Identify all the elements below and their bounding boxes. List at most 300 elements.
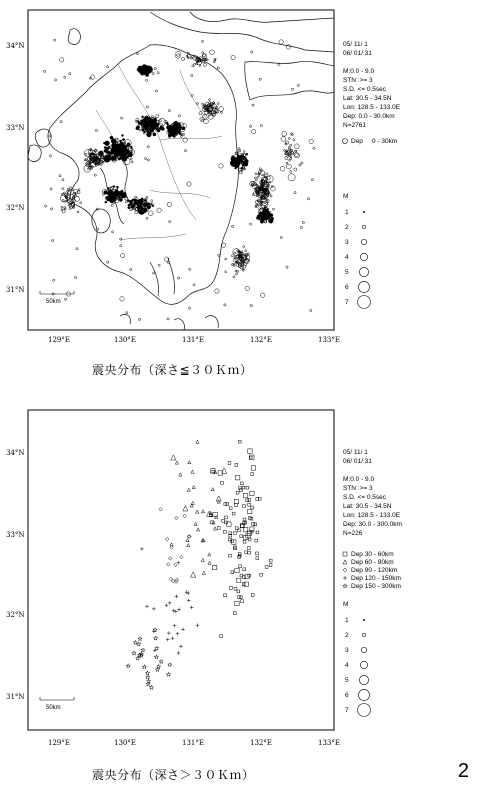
lon-label-131-deep: 131°E: [182, 739, 204, 747]
epicenter-marker: [117, 148, 119, 150]
epicenter-plus-marker: [168, 601, 172, 605]
magnitude-level-circle: [358, 689, 369, 700]
epicenter-plus-marker: [172, 609, 176, 613]
epicenter-marker: [139, 129, 141, 131]
epicenter-marker: [126, 312, 128, 314]
epicenter-marker: [279, 40, 283, 44]
epicenter-square-marker: [241, 600, 244, 603]
epicenter-marker: [130, 146, 132, 148]
epicenter-plus-marker: [140, 547, 144, 551]
epicenter-marker: [299, 164, 301, 166]
magnitude-level-label: 7: [345, 707, 349, 714]
epicenter-marker: [150, 123, 152, 125]
lat-label-31-deep: 31°N: [6, 693, 25, 701]
epicenter-star-marker: [166, 672, 170, 676]
epicenter-star-marker: [136, 656, 140, 660]
epicenter-marker: [45, 205, 47, 207]
epicenter-triangle-marker: [175, 461, 178, 464]
epicenter-square-marker: [228, 462, 231, 465]
epicenter-marker: [313, 147, 315, 149]
epicenter-marker: [234, 252, 236, 254]
epicenter-marker: [53, 279, 55, 281]
epicenter-square-marker: [221, 481, 224, 484]
epicenter-marker: [147, 159, 149, 161]
epicenter-star-marker: [142, 665, 146, 669]
magnitude-legend: [343, 193, 371, 309]
epicenter-marker: [232, 225, 234, 227]
epicenter-marker: [146, 196, 148, 198]
epicenter-marker: [260, 125, 262, 127]
epicenter-marker: [225, 258, 227, 260]
depth-legend-range: 0 - 30km: [372, 138, 398, 145]
epicenter-square-marker: [235, 476, 239, 480]
epicenter-marker: [62, 199, 64, 201]
magnitude-level-circle: [362, 225, 366, 229]
epicenter-square-marker: [248, 551, 251, 554]
epicenter-marker: [177, 129, 179, 131]
epicenter-marker: [146, 217, 148, 219]
lat-label-32-deep: 32°N: [6, 611, 25, 619]
epicenter-marker: [120, 140, 122, 142]
epicenter-marker: [148, 203, 150, 205]
epicenter-marker: [153, 272, 155, 274]
magnitude-level-circle: [360, 253, 367, 260]
epicenter-marker: [285, 157, 288, 160]
epicenter-marker: [157, 208, 161, 212]
epicenter-plus-marker: [196, 623, 200, 627]
epicenter-marker: [107, 261, 109, 263]
epicenter-marker: [219, 164, 223, 168]
epicenter-marker: [54, 39, 56, 41]
epicenter-square-marker: [256, 552, 259, 555]
epicenter-square-marker: [235, 464, 238, 467]
epicenter-triangle-marker: [217, 500, 220, 503]
magnitude-legend-deep: [343, 601, 371, 717]
epicenter-square-marker: [229, 586, 232, 589]
page-number: 2: [457, 760, 469, 782]
lat-label-33: 33°N: [6, 124, 25, 132]
magnitude-level-label: 5: [345, 677, 349, 684]
epicenter-marker: [284, 149, 286, 151]
epicenter-plus-marker: [177, 651, 181, 655]
epicenter-marker: [261, 293, 265, 297]
epicenter-square-marker: [233, 612, 236, 615]
coastline-layer: [28, 12, 334, 330]
epicenter-square-marker: [241, 525, 244, 528]
epicenter-star-marker: [154, 636, 158, 640]
epicenter-marker: [272, 208, 274, 210]
epicenter-marker: [199, 112, 202, 115]
epicenter-square-marker: [251, 473, 254, 476]
epicenter-marker: [62, 210, 65, 213]
epicenter-square-marker: [256, 557, 259, 560]
epicenter-square-marker: [225, 521, 228, 524]
epicenter-marker: [146, 79, 148, 81]
epicenter-marker: [168, 134, 171, 137]
scale-bar: [40, 291, 74, 305]
epicenter-triangle-marker: [208, 561, 211, 564]
epicenter-marker: [67, 189, 69, 191]
epicenter-square-marker: [251, 506, 254, 509]
epicenter-marker: [60, 121, 62, 123]
epicenter-plus-marker: [171, 636, 175, 640]
epicenter-marker: [167, 132, 169, 134]
epicenter-plus-marker: [187, 599, 191, 603]
epicenter-plus-marker: [174, 610, 178, 614]
epicenter-marker: [64, 76, 66, 78]
epicenter-marker: [249, 125, 251, 127]
epicenter-marker: [286, 162, 288, 164]
epicenter-star-marker: [137, 642, 141, 646]
epicenter-square-marker: [243, 518, 246, 521]
epicenter-marker: [132, 199, 134, 201]
epicenter-marker: [77, 211, 79, 213]
lon-label-133: 133°E: [318, 336, 340, 344]
epicenter-marker: [293, 139, 295, 141]
epicenter-triangle-marker: [213, 527, 216, 530]
epicenter-plus-marker: [186, 591, 190, 595]
magnitude-level-label: 6: [345, 284, 349, 291]
magnitude-range-deep: M:0.0 - 9.0: [343, 476, 375, 483]
epicenter-marker: [243, 246, 245, 248]
epicenter-marker: [131, 161, 133, 163]
epicenter-plus-marker: [175, 595, 179, 599]
epicenter-marker: [291, 88, 293, 90]
epicenter-triangle-marker: [208, 553, 211, 556]
epicenter-marker: [246, 153, 248, 155]
legend-diamond-symbol: [343, 568, 347, 572]
epicenter-square-marker: [234, 547, 237, 550]
epicenter-plus-marker: [190, 606, 194, 610]
magnitude-level-label: 2: [345, 224, 349, 231]
epicenter-square-marker: [217, 527, 220, 530]
epicenter-marker: [78, 189, 80, 191]
epicenter-marker: [167, 318, 169, 320]
epicenter-square-marker: [248, 538, 251, 541]
epicenter-marker: [44, 70, 46, 72]
epicenter-marker: [238, 148, 240, 150]
epicenter-marker: [282, 131, 287, 136]
epicenter-star-marker: [146, 682, 150, 686]
epicenter-square-marker: [238, 440, 241, 443]
epicenter-triangle-marker: [191, 572, 196, 577]
epicenter-marker: [157, 72, 159, 74]
depth-range-deep: Dep: 30.0 - 300.0km: [343, 521, 402, 528]
epicenter-diamond-marker: [174, 563, 178, 567]
epicenter-marker: [270, 195, 272, 197]
magnitude-level-label: 2: [345, 632, 349, 639]
epicenter-marker: [157, 129, 160, 132]
epicenter-plus-marker: [177, 608, 181, 612]
lon-range: Lon: 128.5 - 133.0E: [343, 104, 401, 111]
epicenter-triangle-marker: [202, 571, 205, 574]
epicenter-marker: [119, 150, 122, 153]
epicenter-plus-marker: [177, 561, 181, 565]
epicenter-marker: [142, 116, 144, 118]
epicenter-square-marker: [224, 594, 227, 597]
epicenter-marker: [294, 168, 297, 171]
epicenter-marker: [168, 110, 170, 112]
epicenter-star-marker: [153, 628, 157, 632]
epicenter-marker: [85, 153, 87, 155]
epicenter-marker: [245, 286, 249, 290]
magnitude-level-circle: [358, 281, 369, 292]
epicenter-marker: [255, 177, 257, 179]
epicenter-marker: [202, 52, 204, 54]
epicenter-marker: [105, 201, 107, 203]
lat-label-34: 34°N: [6, 42, 25, 50]
epicenter-square-marker: [256, 531, 259, 534]
epicenter-marker: [130, 268, 132, 270]
epicenter-square-marker: [228, 538, 231, 541]
epicenter-star-marker: [155, 668, 159, 672]
lon-label-129-deep: 129°E: [48, 739, 70, 747]
epicenter-marker: [77, 191, 80, 194]
lon-label-132-deep: 132°E: [250, 739, 272, 747]
depth-legend-label: Dep: [351, 138, 363, 145]
station-count: STN :>= 3: [343, 77, 373, 84]
epicenter-marker: [112, 231, 114, 233]
epicenter-square-marker: [234, 499, 238, 503]
epicenter-marker: [286, 45, 290, 49]
deep-epicenters: [126, 440, 272, 689]
lon-range-deep: Lon: 128.5 - 133.0E: [343, 512, 401, 519]
epicenter-square-marker: [240, 482, 243, 485]
epicenter-marker: [107, 198, 109, 200]
magnitude-level-circle: [358, 704, 371, 717]
epicenter-square-marker: [251, 466, 255, 470]
epicenter-marker: [49, 155, 51, 157]
date-start: 05/ 11/ 1: [343, 41, 368, 48]
caption-deep: 震央分布（深さ＞３０Ｋｍ）: [92, 768, 255, 782]
epicenter-marker: [167, 202, 171, 206]
epicenter-marker: [184, 150, 186, 152]
epicenter-marker: [103, 142, 105, 144]
epicenter-marker: [151, 200, 153, 202]
epicenter-square-marker: [248, 503, 251, 506]
epicenter-plus-marker: [176, 632, 180, 636]
epicenter-marker: [187, 182, 191, 186]
epicenter-square-marker: [235, 568, 239, 572]
date-end: 06/ 01/ 31: [343, 50, 372, 57]
epicenter-square-marker: [222, 519, 225, 522]
epicenter-marker: [147, 206, 150, 209]
epicenter-marker: [214, 59, 216, 61]
epicenter-square-marker: [265, 566, 268, 569]
magnitude-level-circle: [359, 267, 368, 276]
lat-range-deep: Lat: 30.5 - 34.5N: [343, 503, 392, 510]
epicenter-marker: [193, 63, 195, 65]
date-start-deep: 05/ 11/ 1: [343, 449, 368, 456]
epicenter-marker: [128, 204, 130, 206]
epicenter-square-marker: [212, 565, 216, 569]
magnitude-level-label: 5: [345, 269, 349, 276]
epicenter-triangle-marker: [187, 544, 190, 547]
epicenter-marker: [309, 139, 313, 143]
epicenter-marker: [231, 55, 235, 59]
epicenter-marker: [137, 200, 139, 202]
epicenter-marker: [94, 174, 96, 176]
lat-label-31: 31°N: [6, 286, 25, 294]
query-metadata: [343, 41, 401, 145]
epicenter-marker: [121, 153, 126, 158]
epicenter-marker: [138, 69, 140, 71]
magnitude-level-label: 6: [345, 692, 349, 699]
lon-label-131: 131°E: [182, 336, 204, 344]
coastline-layer-deep: [28, 412, 334, 730]
epicenter-marker: [154, 68, 156, 70]
event-count-deep: N=226: [343, 530, 363, 537]
epicenter-marker: [193, 284, 195, 286]
epicenter-triangle-marker: [188, 461, 191, 464]
epicenter-star-marker: [145, 671, 149, 675]
epicenter-square-marker: [236, 491, 239, 494]
epicenter-plus-marker: [165, 603, 169, 607]
epicenter-marker: [280, 236, 282, 238]
epicenter-square-marker: [225, 516, 228, 519]
epicenter-triangle-marker: [196, 440, 199, 443]
epicenter-square-marker: [242, 583, 245, 586]
epicenter-marker: [290, 170, 292, 172]
epicenter-marker: [52, 239, 54, 241]
epicenter-star-marker: [147, 679, 151, 683]
epicenter-marker: [218, 254, 220, 256]
epicenter-triangle-marker: [194, 522, 197, 525]
caption-shallow: 震央分布（深さ≦３０Ｋｍ）: [92, 363, 253, 377]
epicenter-star-marker: [146, 675, 150, 679]
epicenter-marker: [138, 318, 140, 320]
epicenter-square-marker: [232, 540, 236, 544]
epicenter-marker: [144, 199, 146, 201]
epicenter-marker: [260, 220, 263, 223]
epicenter-marker: [237, 253, 239, 255]
epicenter-marker: [224, 304, 226, 306]
epicenter-marker: [301, 162, 303, 164]
legend-triangle-symbol: [343, 560, 347, 564]
epicenter-plus-marker: [145, 605, 149, 609]
epicenter-star-marker: [154, 655, 158, 659]
epicenter-diamond-marker: [165, 537, 169, 541]
magnitude-level-label: 3: [345, 647, 349, 654]
epicenter-plus-marker: [167, 631, 171, 635]
magnitude-level-label: 1: [345, 209, 349, 216]
epicenter-square-marker: [246, 486, 249, 489]
epicenter-marker: [270, 186, 275, 191]
epicenter-marker: [252, 104, 254, 106]
epicenter-triangle-marker: [179, 473, 182, 476]
epicenter-marker: [270, 217, 273, 220]
epicenter-marker: [54, 79, 56, 81]
epicenter-marker: [95, 129, 97, 131]
epicenter-marker: [156, 115, 159, 118]
shallow-epicenters: [44, 39, 316, 320]
legend-square-symbol: [343, 552, 347, 556]
epicenter-marker: [178, 277, 180, 279]
epicenter-marker: [297, 84, 299, 86]
epicenter-marker: [267, 176, 270, 179]
epicenter-marker: [104, 147, 106, 149]
epicenter-marker: [259, 168, 261, 170]
epicenter-marker: [220, 112, 222, 114]
epicenter-marker: [288, 174, 295, 181]
lat-range: Lat: 30.5 - 34.5N: [343, 95, 392, 102]
epicenter-marker: [263, 214, 265, 216]
epicenter-marker: [122, 196, 124, 198]
epicenter-triangle-marker: [191, 470, 194, 473]
epicenter-marker: [135, 196, 137, 198]
scale-bar-label-deep: 50km: [46, 705, 61, 711]
epicenter-square-marker: [245, 551, 248, 554]
lat-label-34-deep: 34°N: [6, 449, 25, 457]
epicenter-marker: [123, 139, 125, 141]
epicenter-marker: [250, 304, 252, 306]
epicenter-triangle-marker: [187, 488, 190, 491]
epicenter-marker: [65, 298, 67, 300]
epicenter-marker: [236, 273, 238, 275]
epicenter-triangle-marker: [183, 506, 188, 511]
lon-label-130: 130°E: [114, 336, 136, 344]
epicenter-marker: [287, 164, 292, 169]
epicenter-triangle-marker: [190, 504, 193, 507]
epicenter-marker: [111, 204, 113, 206]
epicenter-marker: [158, 264, 160, 266]
epicenter-square-marker: [248, 449, 252, 453]
epicenter-marker: [151, 116, 153, 118]
epicenter-marker: [264, 202, 266, 204]
epicenter-marker: [49, 135, 51, 137]
epicenter-marker: [146, 106, 148, 108]
station-count-deep: STN :>= 3: [343, 485, 373, 492]
epicenter-square-marker: [237, 590, 240, 593]
epicenter-triangle-marker: [211, 488, 214, 491]
map-frame-deep: [28, 410, 334, 730]
epicenter-marker: [215, 289, 219, 293]
epicenter-plus-marker: [152, 607, 156, 611]
epicenter-square-marker: [269, 559, 272, 562]
legend-depth-label: Dep 90 - 120km: [351, 567, 398, 574]
epicenter-marker: [201, 40, 203, 42]
epicenter-marker: [210, 50, 215, 55]
epicenter-square-marker: [239, 565, 242, 568]
epicenter-marker: [120, 245, 122, 247]
epicenter-triangle-marker: [201, 510, 204, 513]
epicenter-diamond-marker: [180, 555, 184, 559]
epicenter-marker: [266, 173, 268, 175]
epicenter-marker: [257, 176, 259, 178]
epicenter-marker: [102, 194, 104, 196]
epicenter-marker: [244, 157, 246, 159]
epicenter-marker: [106, 66, 108, 68]
magnitude-level-label: 4: [345, 254, 349, 261]
epicenter-marker: [169, 221, 171, 223]
epicenter-triangle-marker: [171, 455, 176, 460]
map-panel-deep: [6, 410, 402, 747]
epicenter-marker: [197, 102, 199, 104]
epicenter-triangle-marker: [196, 528, 199, 531]
epicenter-marker: [169, 125, 172, 128]
epicenter-marker: [121, 253, 125, 257]
epicenter-square-marker: [237, 578, 241, 582]
epicenter-square-marker: [247, 509, 251, 513]
epicenter-square-marker: [251, 594, 254, 597]
epicenter-marker: [76, 248, 78, 250]
epicenter-diamond-marker: [167, 563, 171, 567]
epicenter-marker: [153, 133, 156, 136]
epicenter-marker: [136, 127, 139, 130]
lon-label-133-deep: 133°E: [318, 739, 340, 747]
epicenter-marker: [108, 190, 111, 193]
epicenter-square-marker: [235, 504, 238, 507]
